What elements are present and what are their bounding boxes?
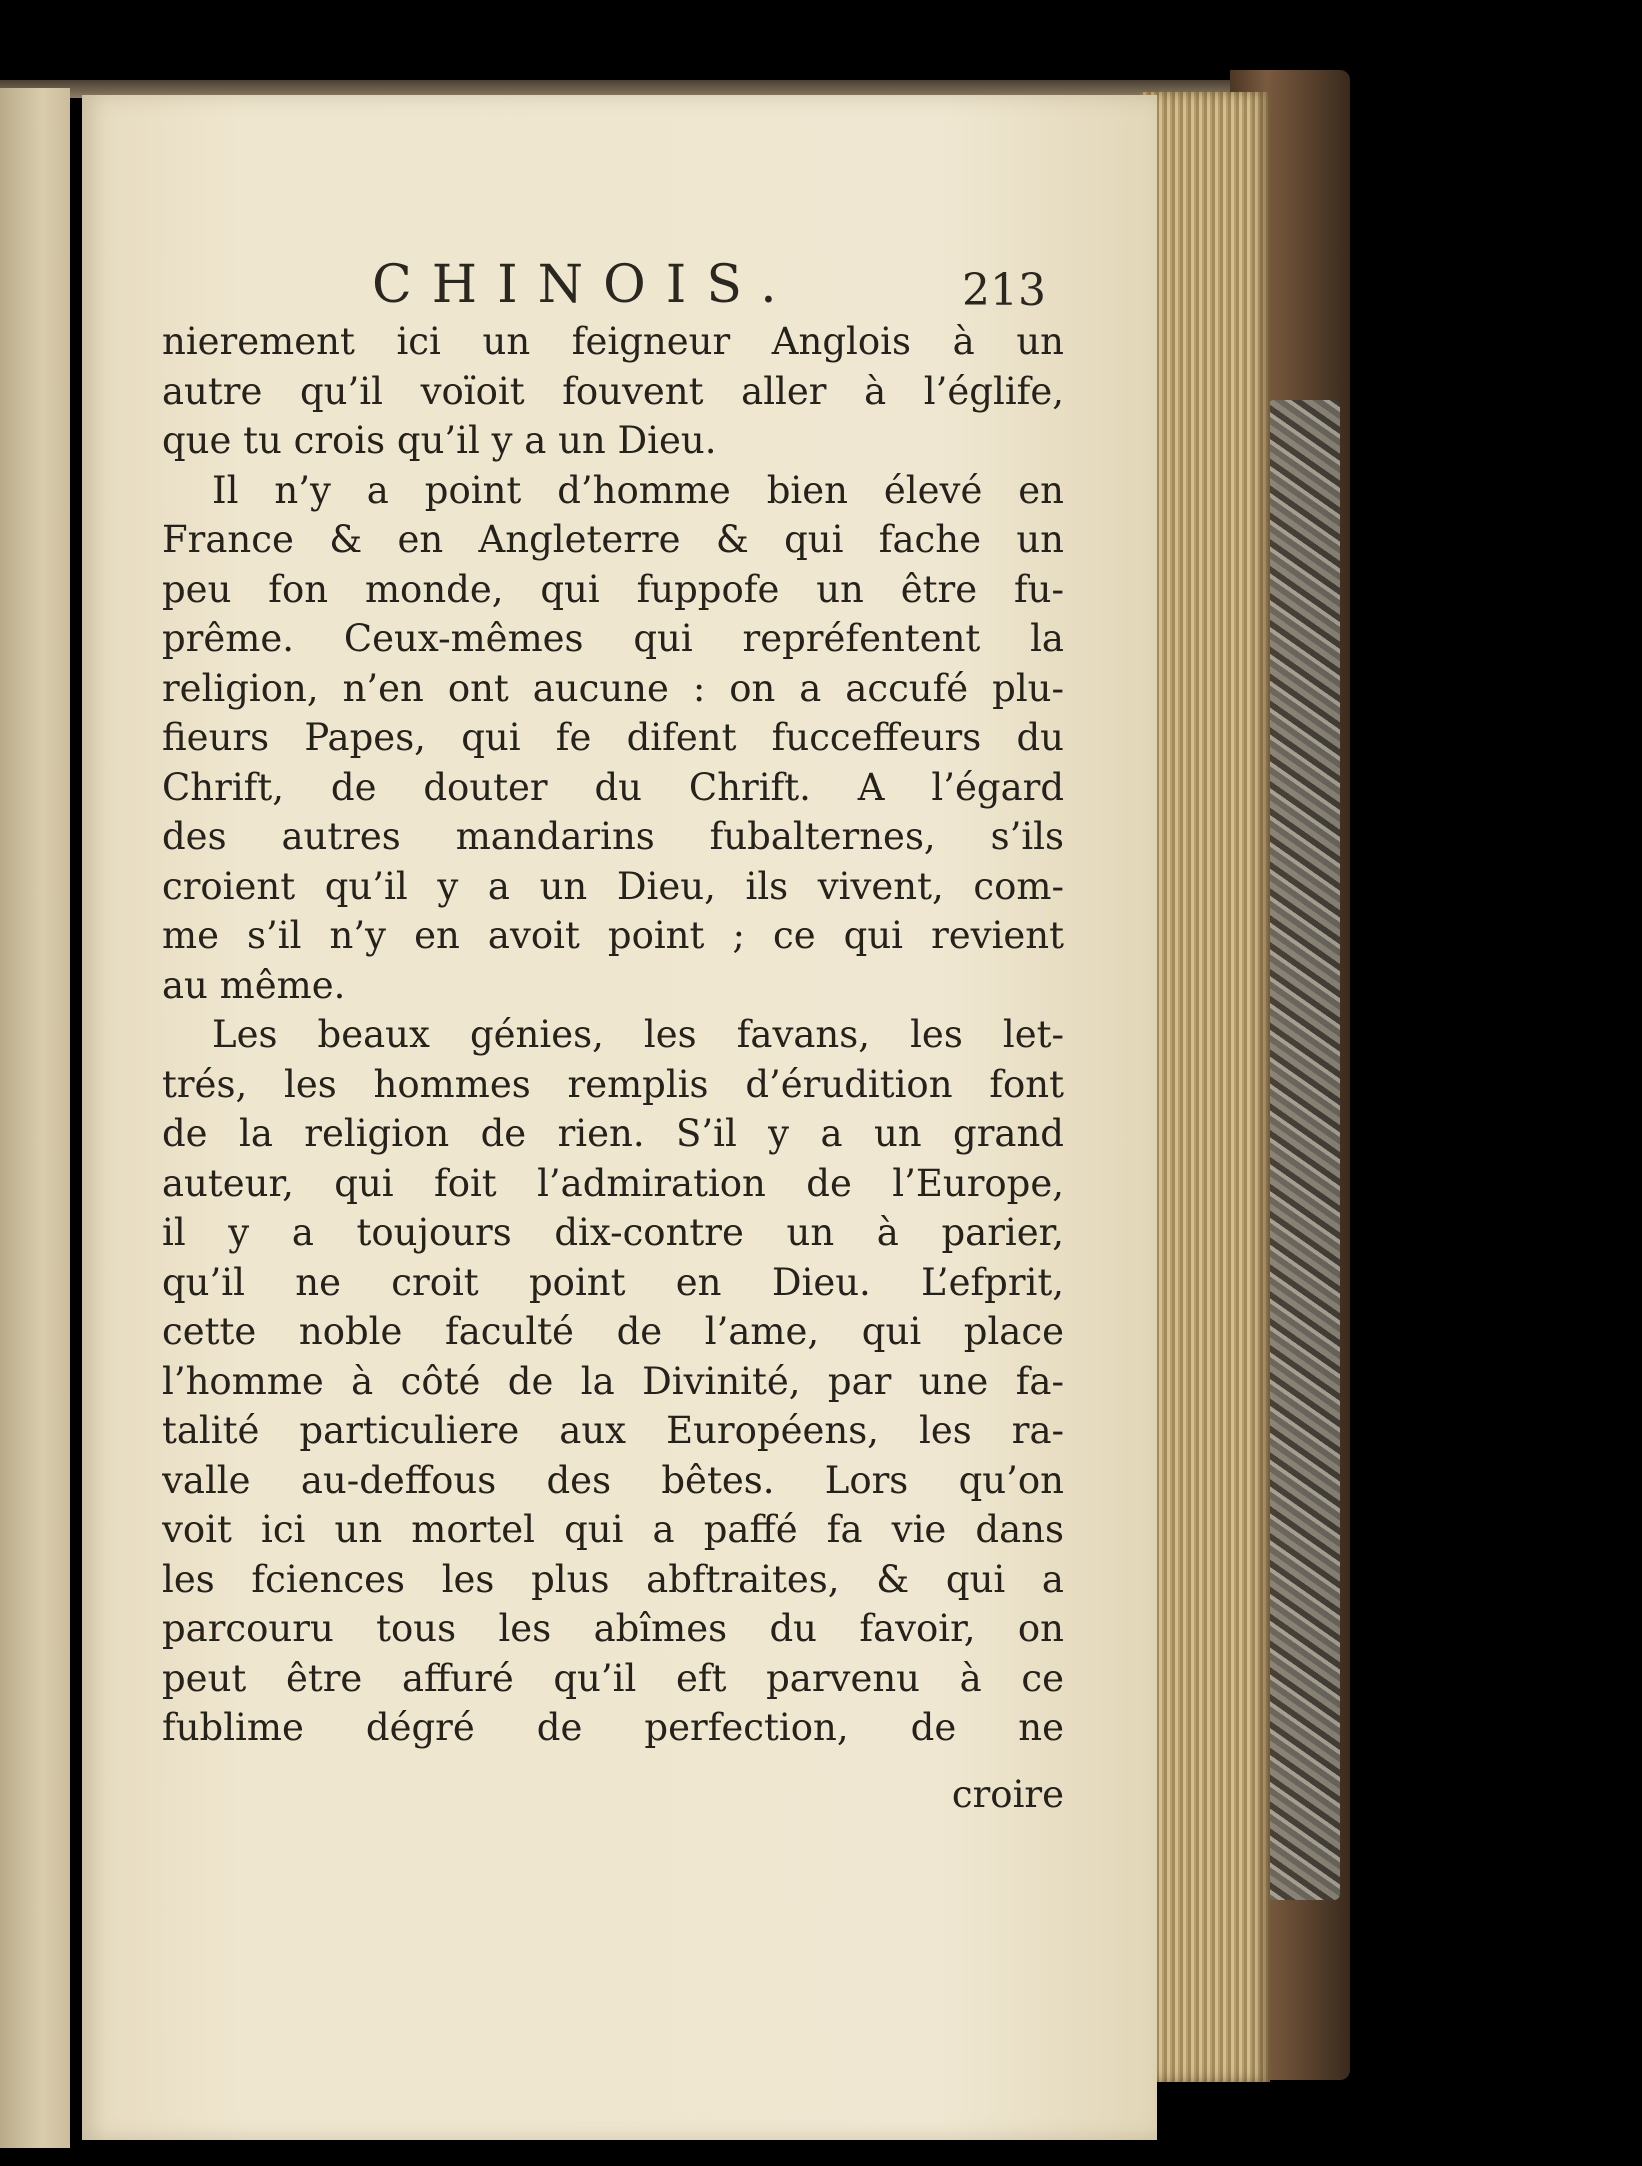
book-page [82, 95, 1157, 2140]
text-line: valle au-deffous des bêtes. Lors qu’on [162, 1458, 1064, 1502]
text-line: talité particuliere aux Européens, les ra- [162, 1409, 1064, 1452]
text-line: l’homme à côté de la Divinité, par une fa- [162, 1359, 1064, 1403]
text-line: autre qu’il voïoit fouvent aller à l’églife, [162, 369, 1064, 413]
text-line: religion, n’en ont aucune : on a accufé plu- [162, 666, 1064, 710]
text-line: voit ici un mortel qui a paffé fa vie dans [162, 1508, 1064, 1551]
running-head: CHINOIS. [372, 255, 797, 315]
text-line: des autres mandarins fubalternes, s’ils [162, 815, 1064, 858]
text-line: fublime dégré de perfection, de ne [162, 1706, 1064, 1749]
text-line: parcouru tous les abîmes du favoir, on [162, 1607, 1064, 1650]
catchword: croire [951, 1773, 1064, 1816]
text-line: cette noble faculté de l’ame, qui place [162, 1310, 1064, 1353]
text-line: au même. [162, 963, 346, 1007]
page-edges [1140, 92, 1270, 2082]
text-line: prême. Ceux-mêmes qui repréfentent la [162, 617, 1064, 660]
text-line: nierement ici un feigneur Anglois à un [162, 320, 1064, 363]
text-line: trés, les hommes remplis d’érudition font [162, 1062, 1064, 1106]
text-line: qu’il ne croit point en Dieu. L’efprit, [162, 1260, 1064, 1304]
text-line: les fciences les plus abftraites, & qui a [162, 1557, 1064, 1601]
text-line: Il n’y a point d’homme bien élevé en [212, 468, 1064, 512]
text-line: auteur, qui foit l’admiration de l’Europe, [162, 1161, 1064, 1205]
text-line: il y a toujours dix-contre un à parier, [162, 1211, 1064, 1254]
text-line: de la religion de rien. S’il y a un grand [162, 1112, 1064, 1155]
text-line: me s’il n’y en avoit point ; ce qui revient [162, 914, 1064, 957]
text-line: Les beaux génies, les favans, les let- [212, 1013, 1064, 1056]
marbled-cover-pattern [1268, 400, 1340, 1900]
text-line: peut être affuré qu’il eft parvenu à ce [162, 1656, 1064, 1700]
facing-page-edge [0, 88, 70, 2148]
text-line: que tu crois qu’il y a un Dieu. [162, 419, 717, 462]
text-line: croient qu’il y a un Dieu, ils vivent, com- [162, 864, 1064, 908]
text-line: France & en Angleterre & qui fache un [162, 518, 1064, 561]
text-line: Chrift, de douter du Chrift. A l’égard [162, 765, 1064, 809]
page-number: 213 [962, 265, 1046, 316]
body-text [162, 317, 1064, 1753]
text-line: peu fon monde, qui fuppofe un être fu- [162, 567, 1064, 611]
text-line: fieurs Papes, qui fe difent fucceffeurs du [162, 716, 1064, 759]
